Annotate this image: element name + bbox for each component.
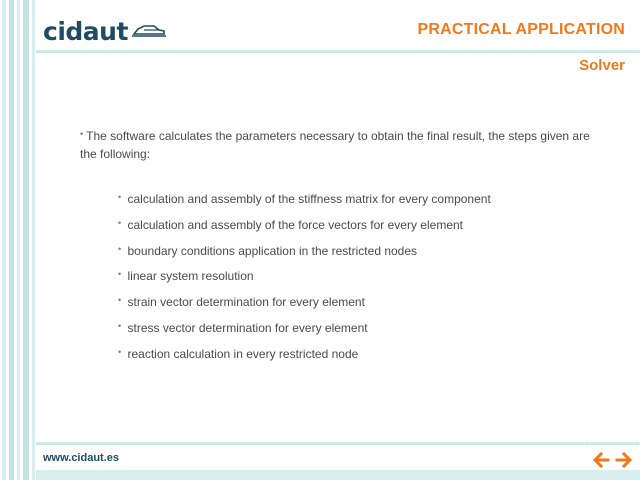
left-stripe-5 xyxy=(32,0,35,480)
list-item xyxy=(118,343,491,369)
step-text: calculation and assembly of the stiffness matrix for every component xyxy=(127,192,491,206)
footer xyxy=(36,446,640,470)
car-icon xyxy=(132,22,166,43)
step-text: reaction calculation in every restricted node xyxy=(127,346,359,361)
footer-bottom-stripe xyxy=(36,470,640,480)
header-divider xyxy=(36,50,640,53)
bullet-icon: • xyxy=(118,269,122,280)
logo xyxy=(43,18,166,46)
list-item xyxy=(118,291,491,317)
left-stripe-3 xyxy=(17,0,20,480)
page-subtitle: Solver xyxy=(579,57,625,74)
left-stripe-4 xyxy=(23,0,29,480)
list-item xyxy=(118,188,491,214)
page-title: PRACTICAL APPLICATION xyxy=(417,21,625,38)
footer-url-link[interactable]: www.cidaut.es xyxy=(43,452,120,464)
bullet-icon: • xyxy=(118,243,122,254)
arrow-left-icon xyxy=(591,450,611,470)
bullet-icon: • xyxy=(118,217,122,228)
bullet-icon: • xyxy=(118,320,122,331)
intro-paragraph xyxy=(80,125,600,163)
step-text: calculation and assembly of the force vectors for every element xyxy=(127,217,463,232)
left-stripe-2 xyxy=(9,0,14,480)
step-text: linear system resolution xyxy=(127,269,254,284)
footer-divider xyxy=(36,442,640,445)
list-item xyxy=(118,265,491,291)
steps-list xyxy=(118,188,491,369)
bullet-icon: • xyxy=(118,346,122,357)
list-item xyxy=(118,214,491,240)
list-item xyxy=(118,240,491,266)
logo-text: cidaut xyxy=(43,17,128,46)
left-stripe-1 xyxy=(2,0,6,480)
step-text: strain vector determination for every element xyxy=(127,295,365,310)
bullet-icon: • xyxy=(118,192,122,202)
arrow-right-icon xyxy=(614,450,634,470)
bullet-icon: • xyxy=(80,129,84,139)
step-text: boundary conditions application in the restricted nodes xyxy=(127,243,418,258)
bullet-icon: • xyxy=(118,295,122,306)
intro-text: The software calculates the parameters necessary to obtain the final result, the steps given are the following: xyxy=(80,129,590,161)
prev-slide-button[interactable] xyxy=(591,450,611,470)
next-slide-button[interactable] xyxy=(614,450,634,470)
step-text: stress vector determination for every element xyxy=(127,320,368,335)
list-item xyxy=(118,317,491,343)
